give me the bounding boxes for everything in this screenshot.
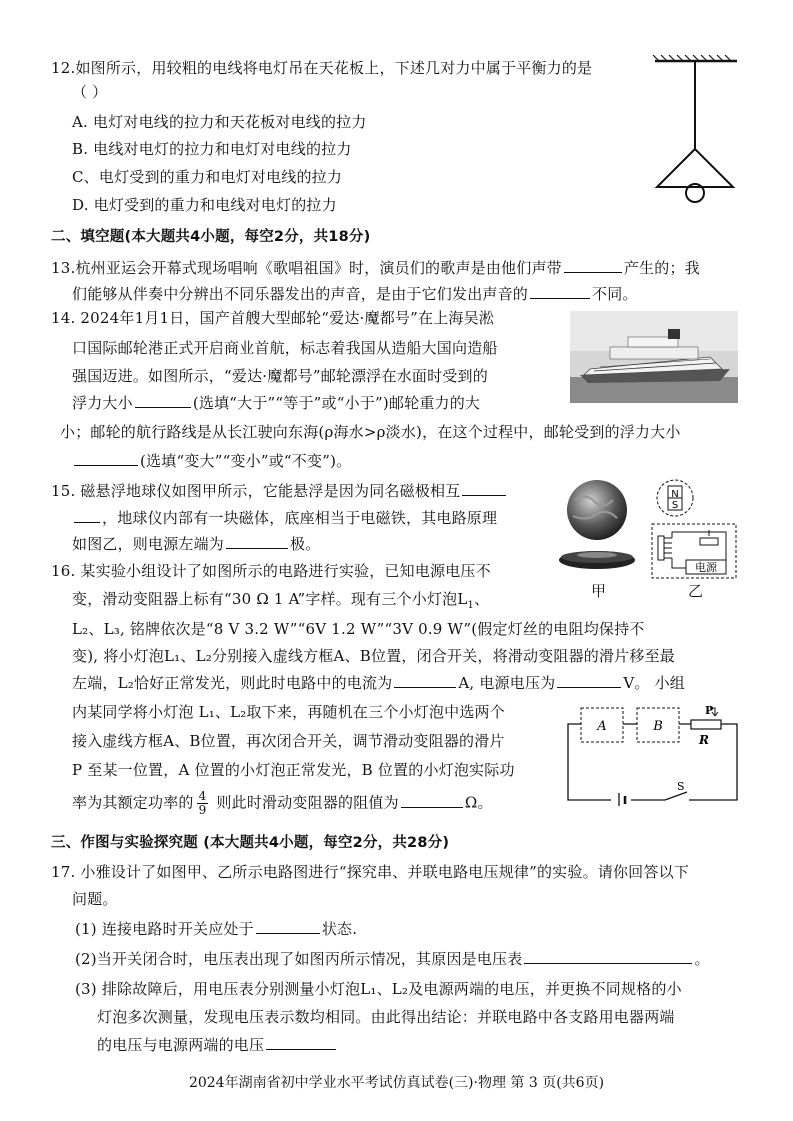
switch-s-label: S <box>677 780 685 793</box>
q16-line9 <box>72 790 493 817</box>
q16-line7: 接入虚线方框A、B位置，再次闭合开关，调节滑动变阻器的滑片 <box>72 732 505 750</box>
q12-option-c: C、电灯受到的重力和电灯对电线的拉力 <box>72 168 343 186</box>
q15-line2 <box>72 507 497 529</box>
electromagnet-circuit-diagram <box>648 478 740 582</box>
q16-line1: 16. 某实验小组设计了如图所示的电路进行实验，已知电源电压不 <box>51 562 491 580</box>
q17-text-e: 的电压与电源两端的电压 <box>97 1036 265 1054</box>
q16-text-c: 左端，L₂恰好正常发光，则此时电路中的电流为 <box>72 674 393 692</box>
q13-text-c: 们能够从伴奏中分辨出不同乐器发出的声音，是由于它们发出声音的 <box>72 285 529 303</box>
q12-answer-paren: （ ） <box>72 83 108 101</box>
q16-subscript: 1 <box>467 600 475 611</box>
box-a-label: A <box>597 719 607 734</box>
q15-text-c: 如图乙，则电源左端为 <box>72 535 225 553</box>
power-source-label: 电源 <box>695 561 717 574</box>
answer-blank[interactable] <box>557 673 621 688</box>
q12-stem: 12.如图所示，用较粗的电线将电灯吊在天花板上，下述几对力中属于平衡力的是 <box>51 59 593 77</box>
q14-line6 <box>72 450 351 472</box>
q16-text-b: 、 <box>474 590 490 608</box>
q17-part1 <box>75 918 357 940</box>
q15-line3 <box>72 533 320 555</box>
answer-blank[interactable] <box>524 949 692 964</box>
box-b-label: B <box>653 719 663 734</box>
fraction-denominator: 9 <box>198 803 207 817</box>
q17-text-a: (1) 连接电路时开关应处于 <box>75 920 254 938</box>
q13-text-b: 产生的；我 <box>623 259 700 277</box>
rheostat-r-label: R <box>699 733 709 747</box>
magnet-n-label: N <box>671 489 679 500</box>
q14-text-a: 浮力大小 <box>72 394 133 412</box>
q15-line1 <box>51 480 508 502</box>
fraction-numerator: 4 <box>198 789 207 803</box>
page-footer: 2024年湖南省初中学业水平考试仿真试卷(三)·物理 第 3 页(共6页) <box>188 1075 605 1091</box>
answer-blank[interactable] <box>74 451 138 466</box>
q14-line2: 口国际邮轮港正式开启商业首航，标志着我国从造船大国向造船 <box>72 339 498 357</box>
answer-blank[interactable] <box>226 534 288 549</box>
q13-text-a: 13.杭州亚运会开幕式现场唱响《歌唱祖国》时，演员们的歌声是由他们声带 <box>51 259 562 277</box>
figure-label-yi: 乙 <box>688 582 704 600</box>
q14-line4 <box>72 392 480 414</box>
q16-text-h: Ω。 <box>464 793 493 812</box>
q17-line1: 17. 小雅设计了如图甲、乙所示电路图进行“探究串、并联电路电压规律”的实验。请你回答以下 <box>51 863 689 881</box>
q15-text-b: ，地球仪内部有一块磁体，底座相当于电磁铁，其电路原理 <box>102 509 498 527</box>
answer-blank[interactable] <box>256 919 320 934</box>
cruise-ship-photo <box>570 311 738 403</box>
q17-text-d: 。 <box>694 950 710 968</box>
magnet-s-label: S <box>671 500 679 511</box>
answer-blank[interactable] <box>394 673 456 688</box>
section-3-heading: 三、作图与实验探究题 (本大题共4小题，每空2分，共28分) <box>51 835 450 851</box>
q15-text-a: 15. 磁悬浮地球仪如图甲所示，它能悬浮是因为同名磁极相互 <box>51 482 461 500</box>
levitating-globe-photo <box>553 478 641 576</box>
q17-part3-line3 <box>97 1034 338 1056</box>
q16-line4: 变), 将小灯泡L₁、L₂分别接入虚线方框A、B位置，闭合开关，将滑动变阻器的滑片移至最 <box>72 647 675 665</box>
answer-blank[interactable] <box>135 393 191 408</box>
q12-option-b: B. 电线对电灯的拉力和电灯对电线的拉力 <box>72 140 352 158</box>
q16-line6: 内某同学将小灯泡 L₁、L₂取下来，再随机在三个小灯泡中选两个 <box>72 703 505 721</box>
q16-line8: P 至某一位置，A 位置的小灯泡正常发光，B 位置的小灯泡实际功 <box>72 761 515 779</box>
q17-line2: 问题。 <box>72 890 118 908</box>
answer-blank[interactable] <box>401 793 463 808</box>
hanging-lamp-figure <box>645 55 745 205</box>
q12-option-a: A. 电灯对电线的拉力和天花板对电线的拉力 <box>72 113 367 131</box>
q16-line2 <box>72 588 489 617</box>
q17-part3-line1: (3) 排除故障后，用电压表分别测量小灯泡L₁、L₂及电源两端的电压，并更换不同规格的小 <box>75 980 682 998</box>
q17-text-c: (2)当开关闭合时，电压表出现了如图丙所示情况，其原因是电压表 <box>75 950 523 968</box>
q16-text-g: 则此时滑动变阻器的阻值为 <box>211 793 399 812</box>
q16-text-d: A, 电源电压为 <box>458 674 556 692</box>
q16-text-a: 变，滑动变阻器上标有“30 Ω 1 A”字样。现有三个小灯泡L <box>72 590 468 608</box>
answer-blank[interactable] <box>462 481 506 496</box>
q17-text-b: 状态. <box>321 920 358 938</box>
q14-text-c: (选填“变大”“变小”或“不变”)。 <box>140 452 352 470</box>
fraction-four-ninths <box>197 790 209 817</box>
q16-circuit-diagram <box>565 700 745 806</box>
q13-line2 <box>72 283 638 305</box>
q16-text-e: V。 小组 <box>623 674 685 692</box>
q12-option-d: D. 电灯受到的重力和电线对电灯的拉力 <box>72 196 337 214</box>
answer-blank[interactable] <box>564 258 622 273</box>
figure-label-jia: 甲 <box>591 582 607 600</box>
q14-line1: 14. 2024年1月1日，国产首艘大型邮轮“爱达·魔都号”在上海吴淞 <box>51 309 494 327</box>
q14-line3: 强国迈进。如图所示，“爱达·魔都号”邮轮漂浮在水面时受到的 <box>72 367 488 385</box>
q14-line5: 小；邮轮的航行路线是从长江驶向东海(ρ海水>ρ淡水)，在这个过程中，邮轮受到的浮力大小 <box>60 423 681 441</box>
q13-text-d: 不同。 <box>592 285 638 303</box>
slider-p-label: P <box>705 704 714 717</box>
answer-blank[interactable] <box>530 284 590 299</box>
q15-text-d: 极。 <box>290 535 321 553</box>
section-2-heading: 二、填空题(本大题共4小题，每空2分，共18分) <box>51 229 371 245</box>
q14-text-b: (选填“大于”“等于”或“小于”)邮轮重力的大 <box>192 394 481 412</box>
answer-blank[interactable] <box>266 1035 336 1050</box>
q16-line3: L₂、L₃, 铭牌依次是“8 V 3.2 W”“6V 1.2 W”“3V 0.9 W”(假定灯丝的电阻均保持不 <box>72 620 645 638</box>
q17-part3-line2: 灯泡多次测量，发现电压表示数均相同。由此得出结论：并联电路中各支路用电器两端 <box>97 1008 675 1026</box>
answer-blank[interactable] <box>74 508 100 523</box>
q17-part2 <box>75 948 710 970</box>
q13-line1 <box>51 257 700 279</box>
q16-text-f: 率为其额定功率的 <box>72 793 194 812</box>
q16-line5 <box>72 672 685 694</box>
